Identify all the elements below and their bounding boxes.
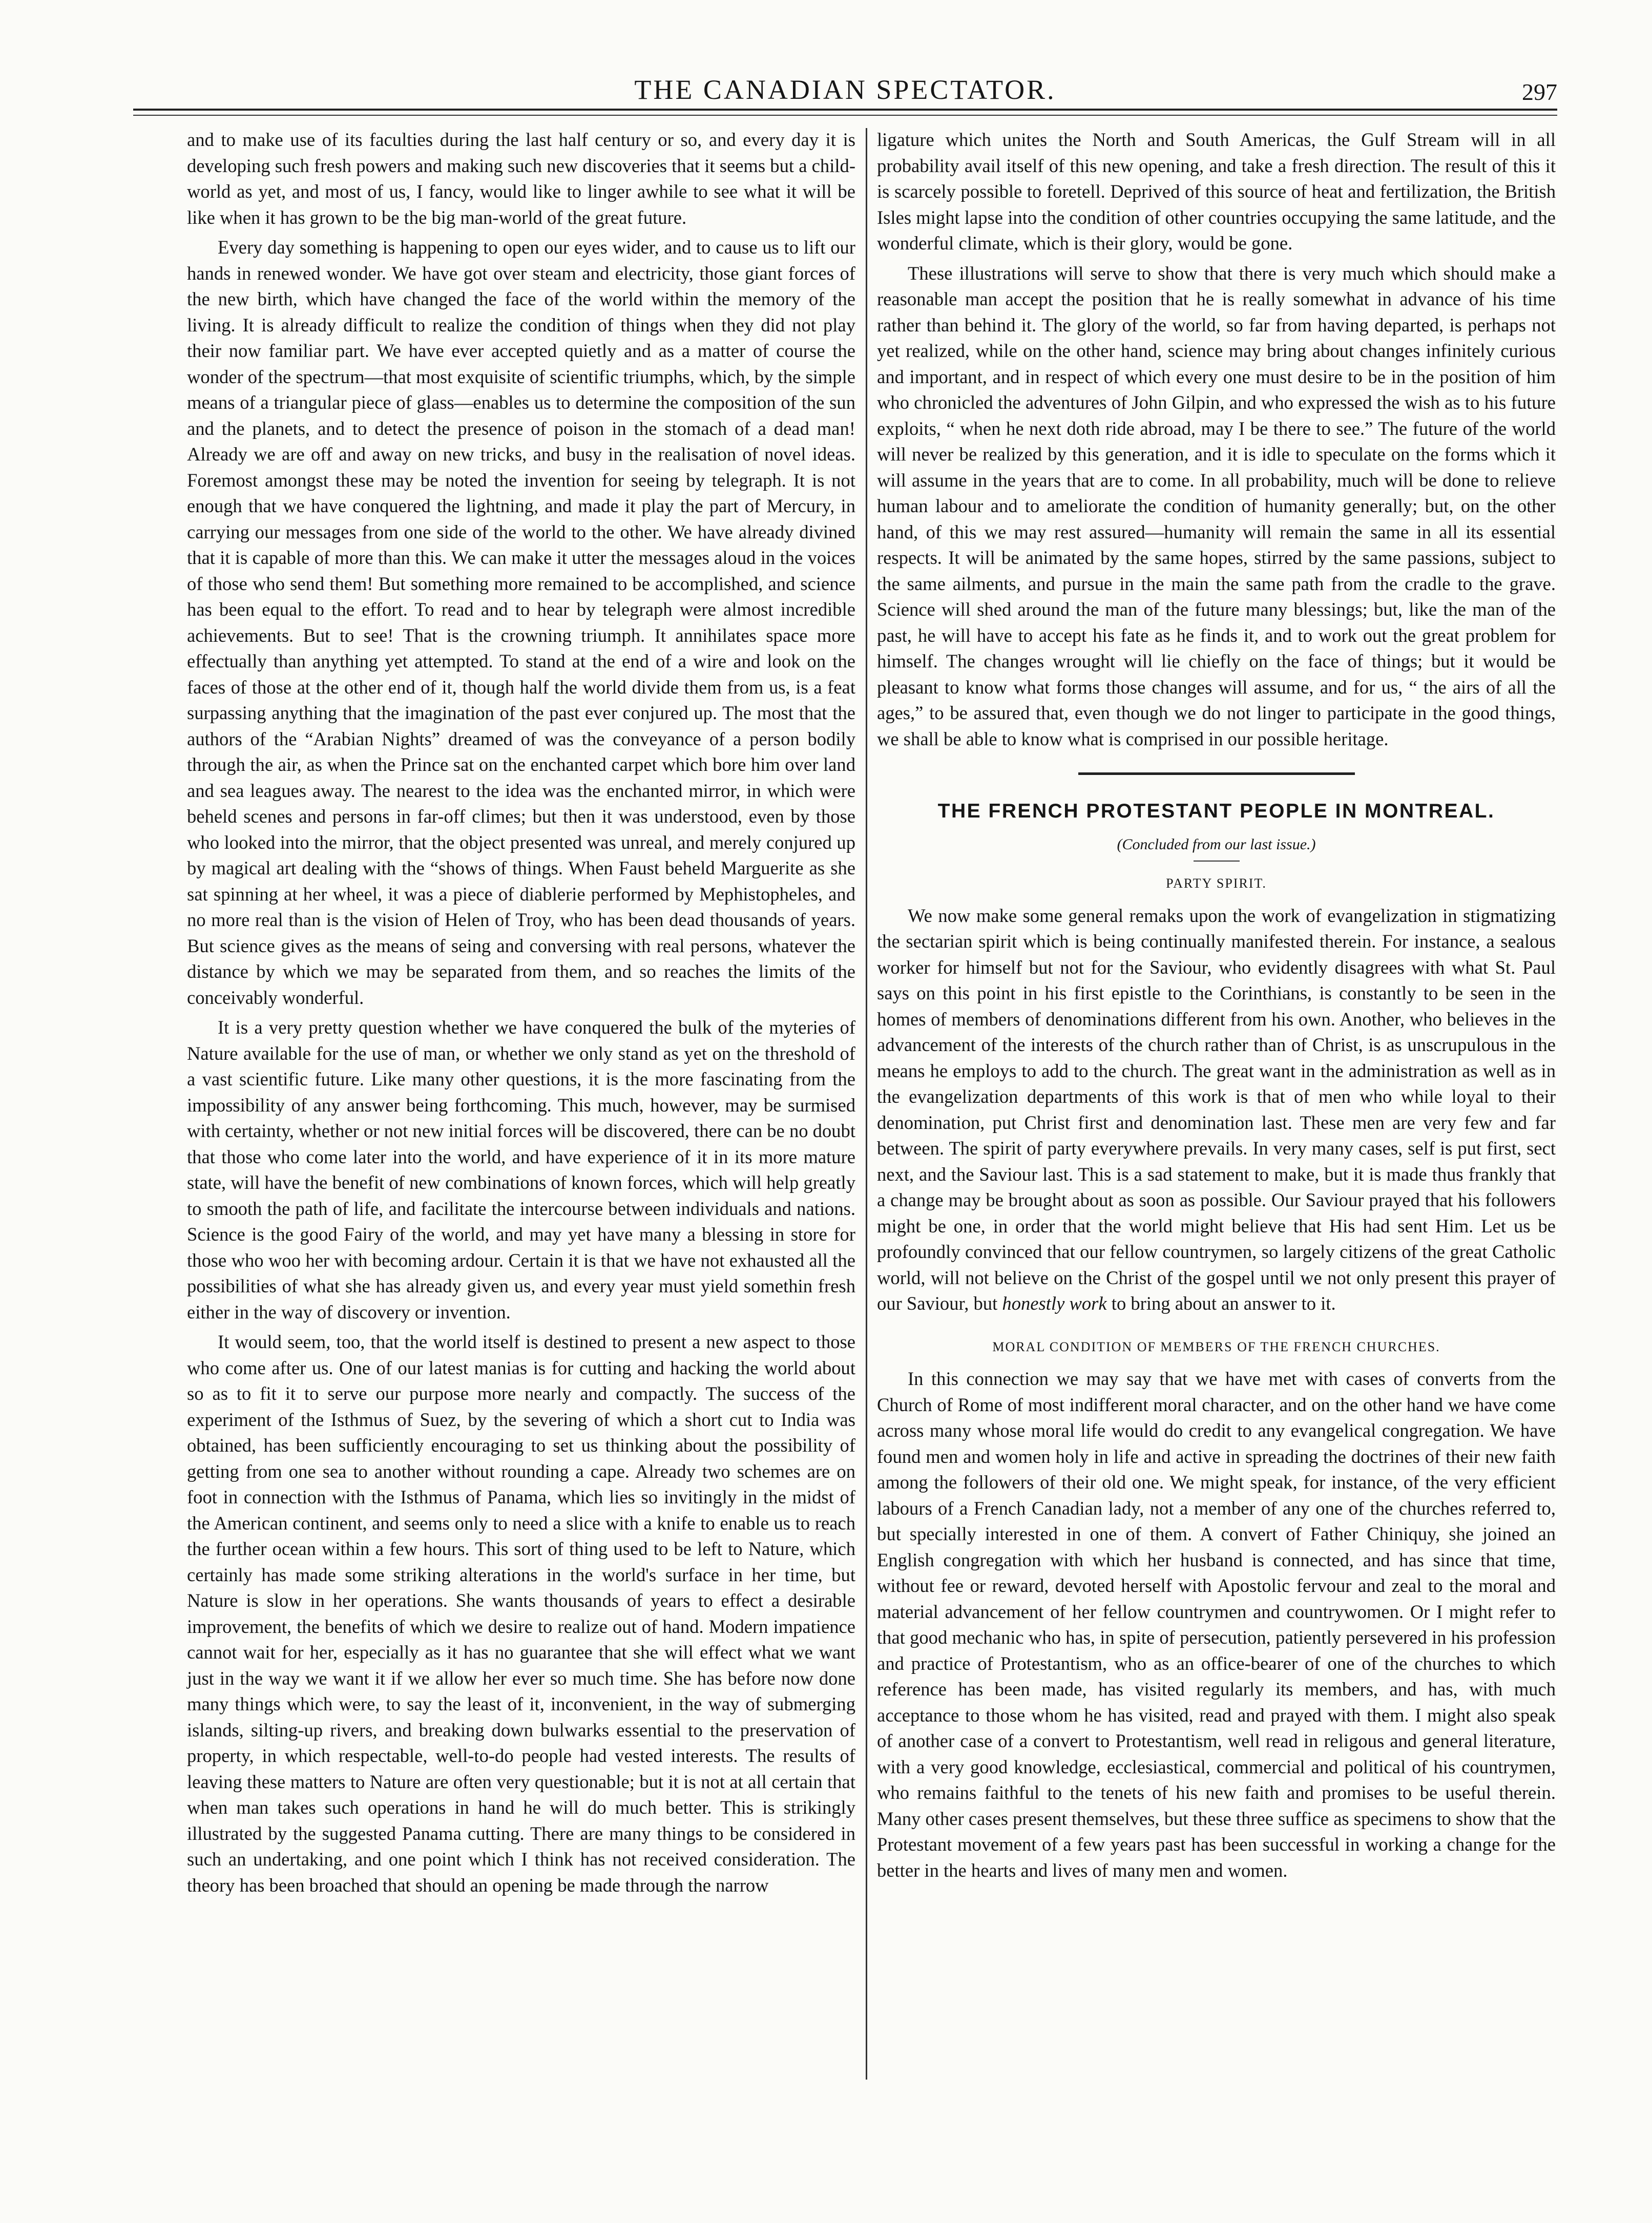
running-title: THE CANADIAN SPECTATOR. xyxy=(634,74,1056,105)
header-rule-secondary xyxy=(133,115,1557,116)
column-divider xyxy=(866,128,867,2080)
page-number: 297 xyxy=(1522,79,1557,105)
paragraph: and to make use of its faculties during the last half century or so, and every day it is developing such fresh powers and making such new discoveries that it seems but a child-world as yet, and most of us, I fancy, would like to linger awhile to see what it will be like when it has grown to be the big man-world of the great future. xyxy=(187,129,855,228)
paragraph: These illustrations will serve to show that there is very much which should make a reasonable man accept the position that he is really somewhat in advance of his time rather than behind it. The glory of the world, so far from having departed, is perhaps not yet realized, while on the other hand, science may bring about changes infinitely curious and important, and in respect of which every one must desire to be in the position of him who chronicled the adventures of John Gilpin, and who expressed the wish as to his future exploits, “ when he next doth ride abroad, may I be there to see.” The future of the world will never be realized by this generation, and it is idle to speculate on the forms which it will assume in the years that are to come. In all probability, much will be done to relieve human labour and to ameliorate the condition of humanity generally; but, on the other hand, of this we may rest assured—humanity will remain the same in all its essential respects. It will be animated by the same hopes, stirred by the same passions, subject to the same ailments, and pursue in the main the same path from the cradle to the grave. Science will shed around the man of the future many blessings; but, like the man of the past, he will have to accept his fate as he finds it, and to work out the great problem for himself. The changes wrought will lie chiefly on the face of things; but it would be pleasant to know what forms those changes will assume, and for us, “ the airs of all the ages,” to be assured that, even though we do not linger to participate in the good things, we shall be able to know what is comprised in our possible heritage. xyxy=(877,262,1556,749)
party-spirit-text: We now make some general remaks upon the work of evangelization in stigmatizing the sectarian spirit which is being continually manifested therein. For instance, a sealous worker for himself but not for the Saviour, who evidently disagrees with what St. Paul says on this point in his first epistle to the Corinthians, is constantly to be seen in the homes of members of denominations different from his own. Another, who believes in the advancement of the interests of the church rather than of Christ, is as unscrupulous in the means he employs to add to the church. The great want in the administration as well as in the evangelization departments of this work is that of men who while loyal to their denomination, put Christ first and denomination last. These men are very few and far between. The spirit of party everywhere prevails. In very many cases, self is put first, sect next, and the Saviour last. This is a sad statement to make, but it is made thus frankly that a change may be brought about as soon as possible. Our Saviour prayed that his followers might be one, in order that the world might believe that His had sent Him. Let us be profoundly convinced that our fellow countrymen, so largely citizens of the great Catholic world, will not believe on the Christ of the gospel until we not only present this prayer of our Saviour, but xyxy=(877,905,1556,1314)
paragraph: ligature which unites the North and South Americas, the Gulf Stream will in all probability avail itself of this new opening, and take a fresh direction. The result of this it is scarcely possible to foretell. Deprived of this source of heat and fertilization, the British Isles might lapse into the condition of other countries occupying the same latitude, and the wonderful climate, which is their glory, would be gone. xyxy=(877,129,1556,254)
left-column xyxy=(187,127,855,1902)
right-column xyxy=(877,127,1556,1888)
paragraph: Every day something is happening to open our eyes wider, and to cause us to lift our hands in renewed wonder. We have got over steam and electricity, those giant forces of the new birth, which have changed the face of the world within the memory of the living. It is already difficult to realize the condition of things when they did not play their now familiar part. We have ever accepted quietly and as a matter of course the wonder of the spectrum—that most exquisite of scientific triumphs, which, by the simple means of a triangular piece of glass—enables us to determine the composition of the sun and the planets, and to detect the presence of poison in the stomach of a dead man! Already we are off and away on new tricks, and busy in the realisation of novel ideas. Foremost amongst these may be noted the invention for seeing by telegraph. It is not enough that we have conquered the lightning, and made it play the part of Mercury, in carrying our messages from one side of the world to the other. We have already divined that it is capable of more than this. We can make it utter the messages aloud in the voices of those who send them! But something more remained to be accomplished, and science has been equal to the effort. To read and to hear by telegraph were almost incredible achievements. But to see! That is the crowning triumph. It annihilates space more effectually than anything yet attempted. To stand at the end of a wire and look on the faces of those at the other end of it, though half the world divide them from us, is a feat surpassing anything that the imagination of the past ever conjured up. The most that the authors of the “Arabian Nights” dreamed of was the conveyance of a person bodily through the air, as when the Prince sat on the enchanted carpet which bore him over land and sea leagues away. The nearest to the idea was the enchanted mirror, in which were beheld scenes and persons in far-off climes; but then it was understood, even by those who looked into the mirror, that the object presented was unreal, and merely conjured up by magical art dealing with the “shows of things. When Faust beheld Marguerite as she sat spinning at her wheel, it was a piece of diablerie performed by Mephistopheles, and no more real than is the vision of Helen of Troy, who has been dead thousands of years. But science gives as the means of seing and conversing with real persons, whatever the distance by which we may be separated from them, and so reaches the limits of the conceivably wonderful. xyxy=(187,237,855,1008)
article-title: THE FRENCH PROTESTANT PEOPLE IN MONTREAL. xyxy=(937,800,1495,822)
paragraph: It would seem, too, that the world itself is destined to present a new aspect to those who come after us. One of our latest manias is for cutting and hacking the world about so as to fit it to serve our purpose more nearly and compactly. The success of the experiment of the Isthmus of Suez, by the severing of which a short cut to India was obtained, has been sufficiently encouraging to set us thinking about the possibility of getting from one sea to another without rounding a cape. Already two schemes are on foot in connection with the Isthmus of Panama, which lies so invitingly in the midst of the American continent, and seems only to need a slice with a knife to enable us to reach the further ocean within a few hours. This sort of thing used to be left to Nature, which certainly has made some striking alterations in the world's surface in her time, but Nature is slow in her operations. She wants thousands of years to effect a desirable improvement, the benefits of which we desire to realize out of hand. Modern impatience cannot wait for her, especially as it has no guarantee that she will effect what we want just in the way we want it if we allow her ever so much time. She has before now done many things which were, to say the least of it, inconvenient, in the way of submerging islands, silting-up rivers, and breaking down bulwarks essential to the preservation of property, in which respectable, well-to-do people had vested interests. The results of leaving these matters to Nature are often very questionable; but it is not at all certain that when man takes such operations in hand he will do much better. This is strikingly illustrated by the suggested Panama cutting. There are many things to be considered in such an undertaking, and one point which I think has not received consideration. The theory has been broached that should an opening be made through the narrow xyxy=(187,1331,855,1896)
emphasis-text: honestly work xyxy=(1002,1293,1107,1314)
short-rule xyxy=(1194,861,1240,862)
paragraph: It is a very pretty question whether we have conquered the bulk of the myteries of Nature available for the use of man, or whether we only stand as yet on the threshold of a vast scientific future. Like many other questions, it is the more fascinating from the impossibility of any answer being forthcoming. This much, however, may be surmised with certainty, whether or not new initial forces will be discovered, there can be no doubt that those who come later into the world, and have experience of it in its more mature state, will have the benefit of new combinations of known forces, which will help greatly to smooth the path of life, and facilitate the intercourse between individuals and nations. Science is the good Fairy of the world, and may yet have many a blessing in store for those who woo her with becoming ardour. Certain it is that we have not exhausted all the possibilities of what she has already given us, and every year must yield somethin fresh either in the way of discovery or invention. xyxy=(187,1017,855,1323)
continuation-note: (Concluded from our last issue.) xyxy=(1117,835,1316,853)
section-separator-rule xyxy=(1078,772,1355,775)
paragraph-party-spirit xyxy=(877,903,1556,1317)
paragraph-moral-condition: In this connection we may say that we have met with cases of converts from the Church of Rome of most indifferent moral character, and on the other hand we have come across many whose moral life would do credit to any evangelical congregation. We have found men and women holy in life and active in spreading the doctrines of their new faith among the followers of their old one. We might speak, for instance, of the very efficient labours of a French Canadian lady, not a member of any one of the churches referred to, but specially interested in one of them. A convert of Father Chiniquy, she joined an English congregation with which her husband is connected, and has since that time, without fee or reward, devoted herself with Apostolic fervour and zeal to the moral and material advancement of her fellow countrymen and countrywomen. Or I might refer to that good mechanic who has, in spite of persecution, patiently persevered in his profession and practice of Protestantism, who as an office-bearer of one of the churches to which reference has been made, has visited regularly its members, and has, with much acceptance to those whom he has visited, read and prayed with them. I might also speak of another case of a convert to Protestantism, well read in religous and general literature, with a very good knowledge, ecclesiastical, commercial and political of his countrymen, who remains faithful to the tenets of his new faith and promises to be useful therein. Many other cases present themselves, but these three suffice as specimens to show that the Protestant movement of a few years past has been successful in working a change for the better in the hearts and lives of many men and women. xyxy=(877,1368,1556,1881)
section-heading-party-spirit: PARTY SPIRIT. xyxy=(1166,876,1267,891)
header-rule xyxy=(133,109,1557,111)
party-spirit-text-end: to bring about an answer to it. xyxy=(1111,1293,1336,1314)
section-heading-moral-condition: MORAL CONDITION OF MEMBERS OF THE FRENCH CHURCHES. xyxy=(992,1339,1440,1354)
page-header xyxy=(133,72,1557,108)
